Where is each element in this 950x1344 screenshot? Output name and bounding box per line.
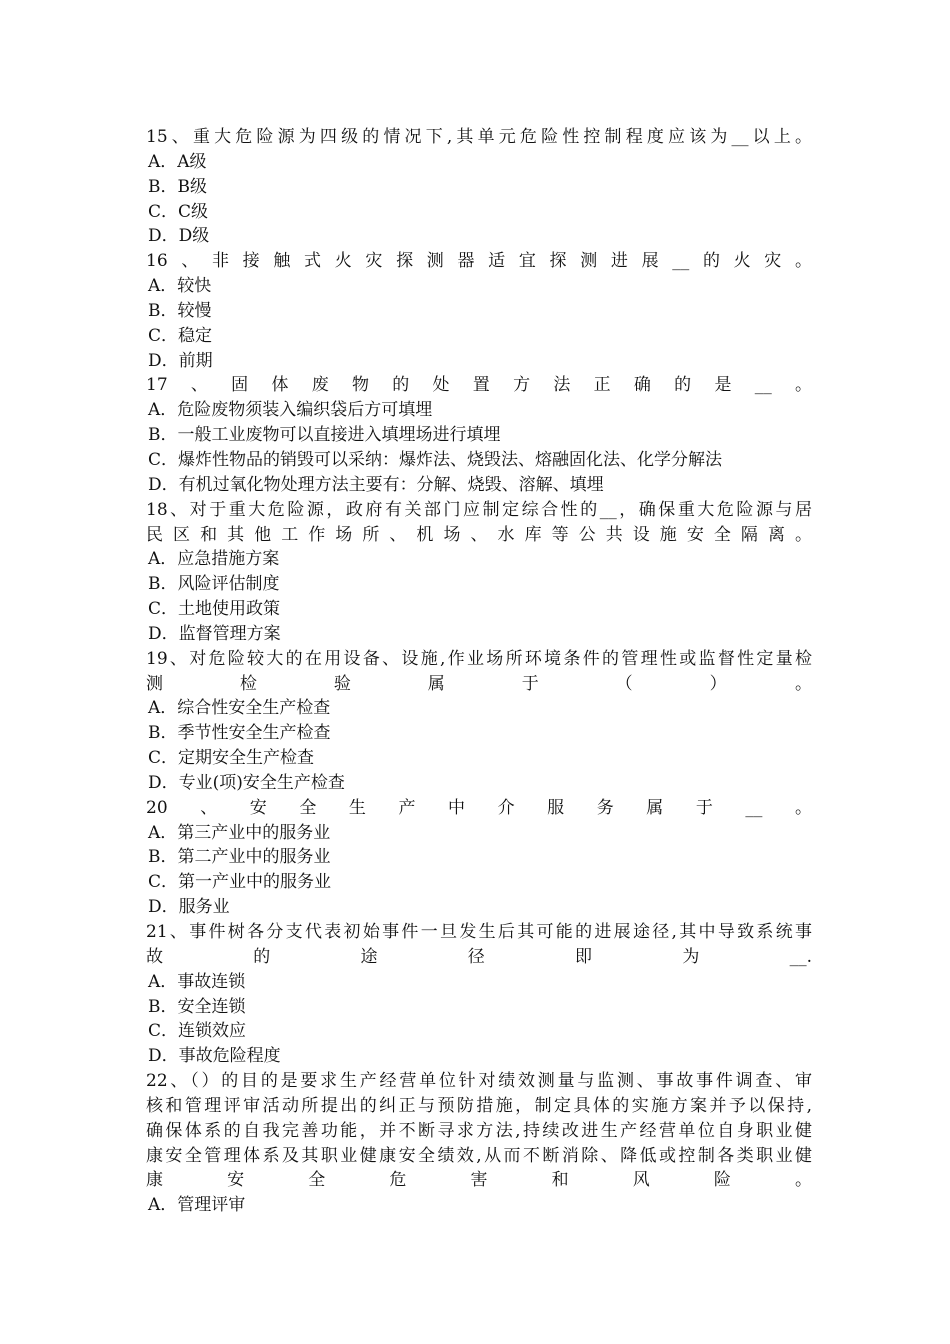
answer-option: A．综合性安全生产检查: [148, 698, 331, 719]
question-stem-line: 21、事件树各分支代表初始事件一旦发生后其可能的进展途径,其中导致系统事: [146, 922, 812, 942]
answer-option: B．安全连锁: [148, 996, 246, 1017]
answer-option: C．C级: [148, 201, 209, 222]
question-block: [146, 249, 812, 373]
answer-option: B．风险评估制度: [148, 574, 280, 595]
question-stem-line: 康安全管理体系及其职业健康安全绩效,从而不断消除、降低或控制各类职业健: [146, 1145, 812, 1166]
question-stem-line: 22、（）的目的是要求生产经营单位针对绩效测量与监测、事故事件调查、审: [146, 1071, 812, 1092]
answer-option: D．事故危险程度: [148, 1046, 281, 1067]
answer-option: D．D级: [148, 226, 210, 247]
question-block: [146, 498, 812, 647]
question-stem-line: 康安全危害和风险。: [146, 1170, 812, 1191]
question-stem-line: 15、重大危险源为四级的情况下,其单元危险性控制程度应该为__以上。: [146, 127, 812, 147]
answer-option: D．服务业: [148, 897, 230, 918]
question-block: [146, 373, 812, 497]
answer-option: A．较快: [148, 276, 212, 297]
question-stem-line: 18、对于重大危险源，政府有关部门应制定综合性的__，确保重大危险源与居: [146, 499, 812, 520]
question-stem-line: 16、非接触式火灾探测器适宜探测进展__的火灾。: [146, 251, 812, 272]
answer-option: A．应急措施方案: [148, 549, 280, 570]
document-page: [146, 125, 812, 1218]
question-stem-line: 测检验属于（）。: [146, 673, 812, 694]
question-block: [146, 1069, 812, 1218]
answer-option: C．稳定: [148, 325, 213, 346]
question-stem-line: 核和管理评审活动所提出的纠正与预防措施，制定具体的实施方案并予以保持,: [146, 1095, 812, 1116]
answer-option: A．管理评审: [148, 1195, 246, 1216]
answer-option: D．专业(项)安全生产检查: [148, 772, 345, 793]
question-stem-line: 确保体系的自我完善功能，并不断寻求方法,持续改进生产经营单位自身职业健: [146, 1120, 812, 1141]
question-stem-line: 20、安全生产中介服务属于__。: [146, 797, 812, 818]
answer-option: D．前期: [148, 350, 213, 371]
answer-option: A．事故连锁: [148, 971, 246, 992]
answer-option: B．一般工业废物可以直接进入填埋场进行填埋: [148, 425, 501, 446]
question-block: [146, 647, 812, 796]
answer-option: C．爆炸性物品的销毁可以采纳：爆炸法、烧毁法、熔融固化法、化学分解法: [148, 449, 723, 470]
question-stem-line: 19、对危险较大的在用设备、设施,作业场所环境条件的管理性或监督性定量检: [146, 648, 812, 669]
answer-option: A．危险废物须装入编织袋后方可填埋: [148, 400, 433, 421]
answer-option: C．第一产业中的服务业: [148, 872, 332, 893]
answer-option: B．B级: [148, 176, 207, 197]
question-stem-line: 17、固体废物的处置方法正确的是__。: [146, 375, 812, 396]
question-block: [146, 920, 812, 1069]
question-stem-line: 民区和其他工作场所、机场、水库等公共设施安全隔离。: [146, 524, 812, 545]
answer-option: B．第二产业中的服务业: [148, 847, 331, 868]
answer-option: C．定期安全生产检查: [148, 748, 315, 769]
answer-option: B．季节性安全生产检查: [148, 723, 331, 744]
question-block: [146, 796, 812, 920]
answer-option: B．较慢: [148, 300, 212, 321]
answer-option: C．土地使用政策: [148, 599, 281, 620]
answer-option: A．A级: [148, 151, 207, 172]
question-stem-line: 故的途径即为__.: [146, 946, 812, 967]
answer-option: A．第三产业中的服务业: [148, 822, 331, 843]
question-block: [146, 125, 812, 249]
answer-option: D．监督管理方案: [148, 623, 281, 644]
answer-option: D．有机过氧化物处理方法主要有：分解、烧毁、溶解、填埋: [148, 474, 604, 495]
answer-option: C．连锁效应: [148, 1021, 247, 1042]
